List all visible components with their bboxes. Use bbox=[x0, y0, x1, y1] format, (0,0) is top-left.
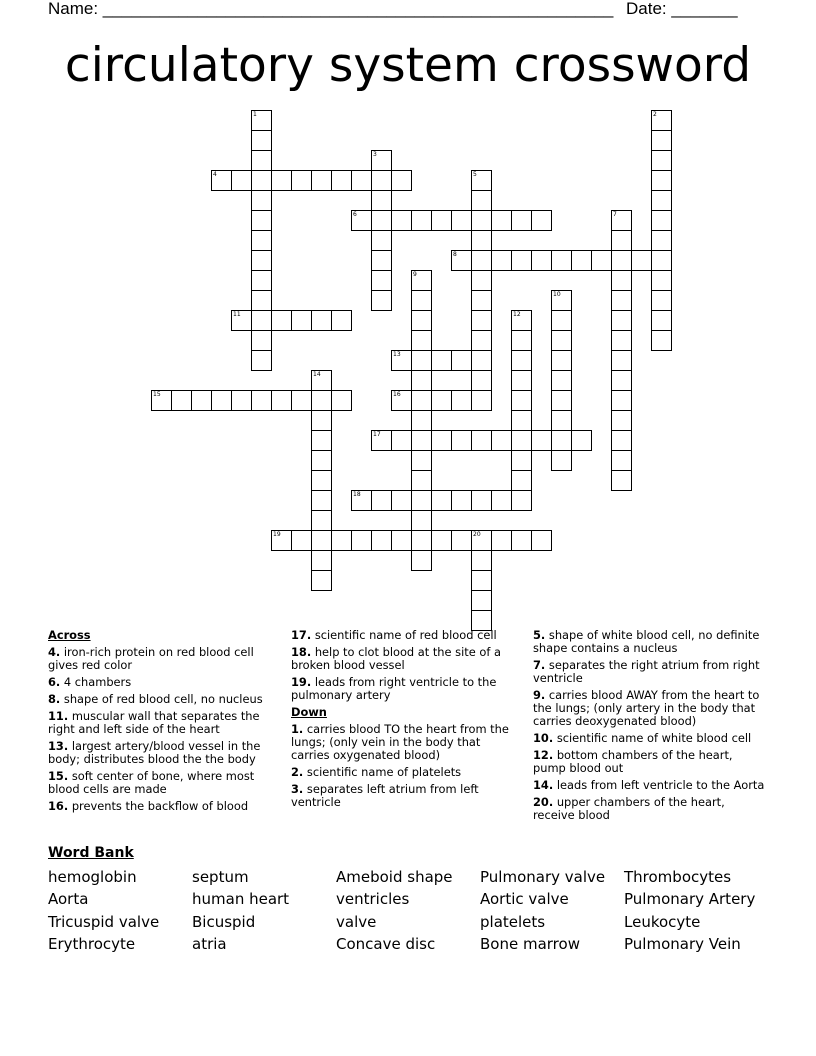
crossword-cell[interactable] bbox=[511, 390, 532, 411]
crossword-cell[interactable] bbox=[651, 250, 672, 271]
crossword-cell[interactable] bbox=[651, 130, 672, 151]
crossword-cell[interactable] bbox=[551, 410, 572, 431]
clues-column-3 bbox=[533, 629, 765, 826]
crossword-cell[interactable] bbox=[611, 210, 632, 231]
crossword-cell[interactable] bbox=[251, 310, 272, 331]
cell-number: 9 bbox=[413, 271, 417, 278]
crossword-cell[interactable] bbox=[611, 290, 632, 311]
crossword-cell[interactable] bbox=[611, 270, 632, 291]
clue-across-6: 6. 4 chambers bbox=[48, 675, 132, 689]
crossword-cell[interactable] bbox=[411, 290, 432, 311]
word-bank-item: Thrombocytes bbox=[624, 868, 732, 886]
crossword-cell[interactable] bbox=[651, 110, 672, 131]
crossword-cell[interactable] bbox=[531, 250, 552, 271]
crossword-cell[interactable] bbox=[491, 430, 512, 451]
crossword-cell[interactable] bbox=[651, 230, 672, 251]
word-bank-item: Ameboid shape bbox=[336, 868, 453, 886]
crossword-cell[interactable] bbox=[311, 550, 332, 571]
clue-across-17: 17. scientific name of red blood cell bbox=[291, 628, 497, 642]
crossword-cell[interactable] bbox=[651, 170, 672, 191]
crossword-cell[interactable] bbox=[551, 250, 572, 271]
across-heading: Across bbox=[48, 628, 91, 642]
crossword-cell[interactable] bbox=[411, 490, 432, 511]
crossword-cell[interactable] bbox=[371, 230, 392, 251]
crossword-cell[interactable] bbox=[551, 350, 572, 371]
cell-number: 13 bbox=[393, 351, 401, 358]
crossword-cell[interactable] bbox=[471, 570, 492, 591]
cell-number: 6 bbox=[353, 211, 357, 218]
crossword-cell[interactable] bbox=[331, 390, 352, 411]
crossword-cell[interactable] bbox=[511, 250, 532, 271]
name-field-label[interactable]: Name: ______________________________________________________ bbox=[48, 0, 614, 18]
word-bank-item: platelets bbox=[480, 913, 546, 931]
crossword-cell[interactable] bbox=[311, 170, 332, 191]
crossword-cell[interactable] bbox=[391, 210, 412, 231]
crossword-cell[interactable] bbox=[451, 350, 472, 371]
crossword-cell[interactable] bbox=[451, 430, 472, 451]
crossword-cell[interactable] bbox=[311, 370, 332, 391]
crossword-cell[interactable] bbox=[351, 490, 372, 511]
clue-down-3: 3. separates left atrium from left ventricle bbox=[291, 782, 479, 809]
crossword-cell[interactable] bbox=[411, 350, 432, 371]
clue-down-10: 10. scientific name of white blood cell bbox=[533, 731, 752, 745]
crossword-cell[interactable] bbox=[311, 390, 332, 411]
crossword-cell[interactable] bbox=[371, 290, 392, 311]
cell-number: 15 bbox=[153, 391, 161, 398]
crossword-cell[interactable] bbox=[471, 590, 492, 611]
crossword-cell[interactable] bbox=[251, 210, 272, 231]
crossword-cell[interactable] bbox=[611, 330, 632, 351]
crossword-cell[interactable] bbox=[191, 390, 212, 411]
crossword-cell[interactable] bbox=[651, 310, 672, 331]
clue-down-5: 5. shape of white blood cell, no definite shape contains a nucleus bbox=[533, 628, 760, 655]
crossword-cell[interactable] bbox=[411, 550, 432, 571]
crossword-cell[interactable] bbox=[291, 390, 312, 411]
crossword-cell[interactable] bbox=[411, 470, 432, 491]
cell-number: 17 bbox=[373, 431, 381, 438]
crossword-cell[interactable] bbox=[211, 390, 232, 411]
crossword-cell[interactable] bbox=[431, 490, 452, 511]
crossword-cell[interactable] bbox=[611, 230, 632, 251]
clue-down-7: 7. separates the right atrium from right ventricle bbox=[533, 658, 760, 685]
word-bank-item: ventricles bbox=[336, 890, 410, 908]
crossword-cell[interactable] bbox=[231, 390, 252, 411]
crossword-cell[interactable] bbox=[471, 350, 492, 371]
crossword-cell[interactable] bbox=[411, 330, 432, 351]
crossword-cell[interactable] bbox=[371, 210, 392, 231]
crossword-cell[interactable] bbox=[471, 290, 492, 311]
word-bank-item: Concave disc bbox=[336, 935, 436, 953]
clue-across-19: 19. leads from right ventricle to the pulmonary artery bbox=[291, 675, 497, 702]
cell-number: 5 bbox=[473, 171, 477, 178]
crossword-cell[interactable] bbox=[311, 450, 332, 471]
crossword-cell[interactable] bbox=[471, 230, 492, 251]
clue-across-16: 16. prevents the backflow of blood bbox=[48, 799, 249, 813]
crossword-cell[interactable] bbox=[611, 430, 632, 451]
crossword-cell[interactable] bbox=[391, 490, 412, 511]
crossword-cell[interactable] bbox=[411, 310, 432, 331]
crossword-cell[interactable] bbox=[411, 410, 432, 431]
word-bank-item: Aorta bbox=[48, 890, 89, 908]
crossword-cell[interactable] bbox=[251, 250, 272, 271]
crossword-cell[interactable] bbox=[651, 290, 672, 311]
crossword-cell[interactable] bbox=[151, 390, 172, 411]
cell-number: 4 bbox=[213, 171, 217, 178]
crossword-cell[interactable] bbox=[511, 310, 532, 331]
crossword-cell[interactable] bbox=[211, 170, 232, 191]
crossword-cell[interactable] bbox=[611, 470, 632, 491]
crossword-cell[interactable] bbox=[471, 430, 492, 451]
crossword-cell[interactable] bbox=[391, 170, 412, 191]
word-bank-heading: Word Bank bbox=[48, 845, 134, 861]
clue-down-2: 2. scientific name of platelets bbox=[291, 765, 462, 779]
clue-across-13: 13. largest artery/blood vessel in the body; distributes blood the the body bbox=[48, 739, 261, 766]
cell-number: 12 bbox=[513, 311, 521, 318]
clue-down-20: 20. upper chambers of the heart, receive blood bbox=[533, 795, 725, 822]
clue-across-15: 15. soft center of bone, where most blood cells are made bbox=[48, 769, 255, 796]
crossword-cell[interactable] bbox=[311, 570, 332, 591]
crossword-cell[interactable] bbox=[491, 210, 512, 231]
crossword-cell[interactable] bbox=[311, 310, 332, 331]
word-bank-item: Bicuspid bbox=[192, 913, 256, 931]
crossword-cell[interactable] bbox=[511, 350, 532, 371]
word-bank-item: Pulmonary valve bbox=[480, 868, 606, 886]
crossword-cell[interactable] bbox=[431, 350, 452, 371]
crossword-cell[interactable] bbox=[251, 190, 272, 211]
crossword-cell[interactable] bbox=[451, 210, 472, 231]
crossword-cell[interactable] bbox=[491, 490, 512, 511]
crossword-cell[interactable] bbox=[251, 330, 272, 351]
crossword-cell[interactable] bbox=[251, 230, 272, 251]
word-bank-item: Tricuspid valve bbox=[48, 913, 160, 931]
crossword-cell[interactable] bbox=[431, 430, 452, 451]
crossword-cell[interactable] bbox=[471, 530, 492, 551]
crossword-cell[interactable] bbox=[391, 530, 412, 551]
crossword-cell[interactable] bbox=[611, 450, 632, 471]
crossword-cell[interactable] bbox=[411, 530, 432, 551]
crossword-cell[interactable] bbox=[631, 250, 652, 271]
crossword-cell[interactable] bbox=[411, 210, 432, 231]
crossword-cell[interactable] bbox=[611, 390, 632, 411]
word-bank-item: valve bbox=[336, 913, 377, 931]
crossword-cell[interactable] bbox=[371, 490, 392, 511]
crossword-cell[interactable] bbox=[471, 190, 492, 211]
crossword-cell[interactable] bbox=[651, 270, 672, 291]
crossword-cell[interactable] bbox=[431, 210, 452, 231]
crossword-cell[interactable] bbox=[251, 130, 272, 151]
crossword-cell[interactable] bbox=[391, 390, 412, 411]
crossword-cell[interactable] bbox=[331, 530, 352, 551]
crossword-cell[interactable] bbox=[311, 430, 332, 451]
clue-across-18: 18. help to clot blood at the site of a broken blood vessel bbox=[291, 645, 501, 672]
crossword-cell[interactable] bbox=[511, 490, 532, 511]
crossword-cell[interactable] bbox=[471, 390, 492, 411]
cell-number: 20 bbox=[473, 531, 481, 538]
crossword-cell[interactable] bbox=[371, 250, 392, 271]
crossword-cell[interactable] bbox=[451, 250, 472, 271]
crossword-cell[interactable] bbox=[551, 370, 572, 391]
crossword-cell[interactable] bbox=[511, 210, 532, 231]
crossword-cell[interactable] bbox=[371, 150, 392, 171]
word-bank-item: Erythrocyte bbox=[48, 935, 136, 953]
cell-number: 2 bbox=[653, 111, 657, 118]
crossword-cell[interactable] bbox=[291, 310, 312, 331]
crossword-cell[interactable] bbox=[271, 530, 292, 551]
crossword-cell[interactable] bbox=[511, 430, 532, 451]
crossword-cell[interactable] bbox=[471, 370, 492, 391]
word-bank-item: septum bbox=[192, 868, 249, 886]
crossword-cell[interactable] bbox=[511, 410, 532, 431]
crossword-cell[interactable] bbox=[471, 170, 492, 191]
crossword-cell[interactable] bbox=[251, 390, 272, 411]
crossword-cell[interactable] bbox=[371, 430, 392, 451]
cell-number: 11 bbox=[233, 311, 241, 318]
crossword-cell[interactable] bbox=[291, 170, 312, 191]
crossword-cell[interactable] bbox=[611, 370, 632, 391]
page-title: circulatory system crossword bbox=[64, 38, 752, 93]
cell-number: 1 bbox=[253, 111, 257, 118]
cell-number: 16 bbox=[393, 391, 401, 398]
crossword-cell[interactable] bbox=[251, 150, 272, 171]
crossword-cell[interactable] bbox=[551, 390, 572, 411]
crossword-cell[interactable] bbox=[331, 310, 352, 331]
crossword-cell[interactable] bbox=[451, 390, 472, 411]
crossword-cell[interactable] bbox=[311, 490, 332, 511]
crossword-cell[interactable] bbox=[531, 530, 552, 551]
clue-down-9: 9. carries blood AWAY from the heart to the lungs; (only artery in the body that carries deoxygenated blood) bbox=[533, 688, 760, 728]
crossword-cell[interactable] bbox=[271, 310, 292, 331]
crossword-cell[interactable] bbox=[251, 170, 272, 191]
word-bank-item: Aortic valve bbox=[480, 890, 569, 908]
crossword-cell[interactable] bbox=[371, 530, 392, 551]
crossword-cell[interactable] bbox=[511, 330, 532, 351]
crossword-cell[interactable] bbox=[471, 210, 492, 231]
crossword-cell[interactable] bbox=[271, 170, 292, 191]
date-field-label[interactable]: Date: _______ bbox=[626, 0, 738, 18]
crossword-cell[interactable] bbox=[551, 310, 572, 331]
crossword-cell[interactable] bbox=[491, 530, 512, 551]
word-bank-item: human heart bbox=[192, 890, 290, 908]
crossword-cell[interactable] bbox=[511, 450, 532, 471]
crossword-cell[interactable] bbox=[251, 350, 272, 371]
word-bank-item: atria bbox=[192, 935, 227, 953]
crossword-cell[interactable] bbox=[411, 510, 432, 531]
crossword-cell[interactable] bbox=[611, 250, 632, 271]
clue-across-4: 4. iron-rich protein on red blood cell gives red color bbox=[48, 645, 254, 672]
cell-number: 18 bbox=[353, 491, 361, 498]
crossword-cell[interactable] bbox=[591, 250, 612, 271]
crossword-cell[interactable] bbox=[611, 310, 632, 331]
crossword-cell[interactable] bbox=[651, 210, 672, 231]
crossword-cell[interactable] bbox=[651, 330, 672, 351]
crossword-cell[interactable] bbox=[611, 410, 632, 431]
cell-number: 19 bbox=[273, 531, 281, 538]
crossword-cell[interactable] bbox=[651, 150, 672, 171]
crossword-cell[interactable] bbox=[271, 390, 292, 411]
cell-number: 7 bbox=[613, 211, 617, 218]
crossword-cell[interactable] bbox=[351, 530, 372, 551]
clue-across-11: 11. muscular wall that separates the right and left side of the heart bbox=[48, 709, 260, 736]
crossword-cell[interactable] bbox=[311, 530, 332, 551]
crossword-cell[interactable] bbox=[471, 550, 492, 571]
crossword-cell[interactable] bbox=[351, 170, 372, 191]
word-bank-item: Pulmonary Vein bbox=[624, 935, 741, 953]
crossword-cell[interactable] bbox=[571, 430, 592, 451]
crossword-cell[interactable] bbox=[451, 490, 472, 511]
crossword-cell[interactable] bbox=[471, 270, 492, 291]
crossword-cell[interactable] bbox=[471, 330, 492, 351]
crossword-cell[interactable] bbox=[471, 490, 492, 511]
crossword-cell[interactable] bbox=[411, 270, 432, 291]
crossword-cell[interactable] bbox=[251, 270, 272, 291]
crossword-cell[interactable] bbox=[351, 210, 372, 231]
crossword-cell[interactable] bbox=[551, 450, 572, 471]
word-bank-item: Leukocyte bbox=[624, 913, 701, 931]
crossword-cell[interactable] bbox=[411, 390, 432, 411]
crossword-cell[interactable] bbox=[171, 390, 192, 411]
crossword-cell[interactable] bbox=[651, 190, 672, 211]
crossword-cell[interactable] bbox=[451, 530, 472, 551]
crossword-cell[interactable] bbox=[311, 470, 332, 491]
crossword-cell[interactable] bbox=[251, 290, 272, 311]
crossword-cell[interactable] bbox=[491, 250, 512, 271]
down-heading: Down bbox=[291, 705, 327, 719]
crossword-cell[interactable] bbox=[331, 170, 352, 191]
crossword-cell[interactable] bbox=[411, 370, 432, 391]
clues-column-2 bbox=[291, 629, 517, 813]
clue-down-14: 14. leads from left ventricle to the Aorta bbox=[533, 778, 765, 792]
crossword-cell[interactable] bbox=[251, 110, 272, 131]
crossword-cell[interactable] bbox=[531, 430, 552, 451]
clue-down-1: 1. carries blood TO the heart from the lungs; (only vein in the body that carries oxygenated blood) bbox=[291, 722, 509, 762]
word-bank-item: Pulmonary Artery bbox=[624, 890, 756, 908]
crossword-cell[interactable] bbox=[551, 290, 572, 311]
clue-down-12: 12. bottom chambers of the heart, pump blood out bbox=[533, 748, 733, 775]
cell-number: 8 bbox=[453, 251, 457, 258]
cell-number: 3 bbox=[373, 151, 377, 158]
crossword-cell[interactable] bbox=[291, 530, 312, 551]
cell-number: 14 bbox=[313, 371, 321, 378]
clues-column-1 bbox=[48, 629, 274, 817]
crossword-cell[interactable] bbox=[551, 430, 572, 451]
crossword-cell[interactable] bbox=[511, 370, 532, 391]
cell-number: 10 bbox=[553, 291, 561, 298]
crossword-cell[interactable] bbox=[391, 350, 412, 371]
crossword-cell[interactable] bbox=[371, 190, 392, 211]
crossword-cell[interactable] bbox=[411, 450, 432, 471]
crossword-cell[interactable] bbox=[431, 530, 452, 551]
crossword-cell[interactable] bbox=[471, 250, 492, 271]
crossword-cell[interactable] bbox=[511, 470, 532, 491]
crossword-cell[interactable] bbox=[311, 510, 332, 531]
crossword-cell[interactable] bbox=[551, 330, 572, 351]
crossword-cell[interactable] bbox=[311, 410, 332, 431]
crossword-cell[interactable] bbox=[411, 430, 432, 451]
crossword-cell[interactable] bbox=[371, 270, 392, 291]
word-bank-item: hemoglobin bbox=[48, 868, 137, 886]
crossword-cell[interactable] bbox=[391, 430, 412, 451]
crossword-cell[interactable] bbox=[531, 210, 552, 231]
word-bank-item: Bone marrow bbox=[480, 935, 580, 953]
crossword-cell[interactable] bbox=[511, 530, 532, 551]
crossword-cell[interactable] bbox=[431, 390, 452, 411]
crossword-cell[interactable] bbox=[231, 170, 252, 191]
crossword-cell[interactable] bbox=[371, 170, 392, 191]
clue-across-8: 8. shape of red blood cell, no nucleus bbox=[48, 692, 263, 706]
crossword-cell[interactable] bbox=[471, 310, 492, 331]
crossword-cell[interactable] bbox=[571, 250, 592, 271]
crossword-cell[interactable] bbox=[611, 350, 632, 371]
crossword-cell[interactable] bbox=[231, 310, 252, 331]
